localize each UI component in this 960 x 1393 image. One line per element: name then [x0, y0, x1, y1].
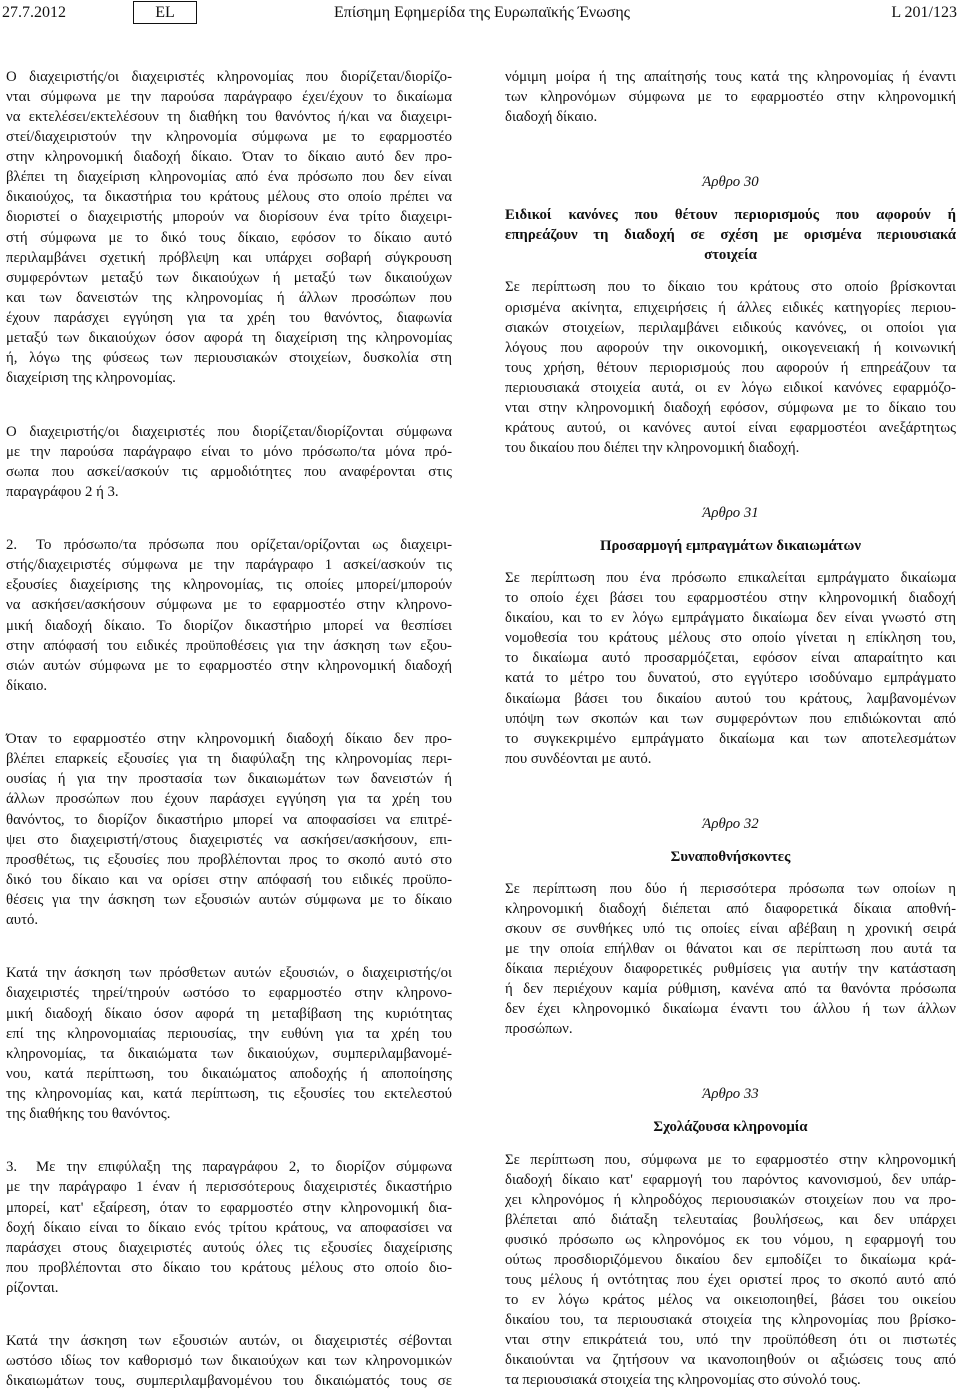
text-line: στην απόφασή του ειδικές προϋποθέσεις για την άσκηση των εξου-	[6, 637, 452, 654]
text-line: φυσικό πρόσωπο ως κληρονόμος εκ του νόμου, η εφαρμογή του	[505, 1231, 956, 1248]
text-line: της διαθήκης του θανόντος.	[6, 1105, 171, 1122]
text-line: δίκαια περιέχουν διαφορετικές ρυθμίσεις για αυτήν την κατάσταση	[505, 961, 956, 978]
numbered-paragraph	[6, 1157, 452, 1297]
text-line: σωπα που ασκεί/ασκούν τις αρμοδιότητες που αναφέρονται στις	[6, 463, 452, 480]
text-line: παράσχει στους διαχειριστές αυτούς όλες τις εξουσίες διαχείρισης	[6, 1239, 452, 1256]
text-line: που συνδέονται με αυτό.	[505, 750, 652, 767]
language-badge: EL	[133, 1, 197, 24]
article-block	[505, 1084, 956, 1137]
text-line: μπορεί, κατ' εξαίρεση, όταν το εφαρμοστέο στην κληρονομική δια-	[6, 1199, 452, 1216]
text-line: του δικαίου που διέπει την κληρονομική διαδοχή.	[505, 439, 800, 456]
text-line: Όταν το εφαρμοστέο στην κληρονομική διαδοχή δίκαιο δεν προ-	[6, 731, 452, 748]
text-line: αυτό.	[6, 911, 39, 928]
text-line: νομοθεσία του κράτους μέλους στο οποίο γίνεται η επίκληση του,	[505, 630, 956, 647]
paragraph	[6, 729, 452, 930]
text-line: δικαίωμα βάσει του δικαίου αυτού του κράτους, λαμβανομένων	[505, 690, 956, 707]
text-line: της κληρονομίας και, κατά περίπτωση, τις εξουσίες του εκτελεστού	[6, 1085, 452, 1102]
article-block	[505, 814, 956, 867]
article-title-line: στοιχεία	[704, 247, 757, 264]
text-line: το οποίο έχει βάσει του εφαρμοστέου στην κληρονομική διαδοχή	[505, 590, 956, 607]
text-line: Ο διαχειριστής/οι διαχειριστές που διορίζεται/διορίζονται σύμφωνα	[6, 423, 452, 440]
text-line: ή, λόγω της φύσεως των περιουσιακών στοιχείων, δυσκολία στη	[6, 349, 452, 366]
text-line: να ασκήσει/ασκήσουν σύμφωνα με το εφαρμοστέο στην κληρονο-	[6, 597, 452, 614]
text-line: παραγράφου 2 ή 3.	[6, 483, 119, 500]
article-title-line: Συναποθνήσκοντες	[670, 848, 791, 865]
text-line: μική διαδοχή δίκαιο. Το διορίζον δικαστήριο μπορεί να θεσπίσει	[6, 617, 452, 634]
article-number: Άρθρο 32	[702, 815, 759, 832]
article-block	[505, 172, 956, 265]
text-line: στεί/διαχειριστούν την κληρονομία σύμφωνα με το εφαρμοστέο	[6, 129, 452, 146]
text-line-content: Με την επιφύλαξη της παραγράφου 2, το διορίζον σύμφωνα	[36, 1159, 452, 1176]
text-line: μική διαδοχή δίκαιο όσον αφορά τη μεταβίβαση της κυριότητας	[6, 1005, 452, 1022]
text-line: σκουν σε συνθήκες υπό τις οποίες είναι αβέβαιη η χρονική σειρά	[505, 921, 956, 937]
paragraph	[6, 1331, 452, 1391]
text-line: κατά το μέτρο του δυνατού, στο εγγύτερο ισοδύναμο εμπράγματο	[505, 670, 956, 687]
text-line: ψει στο διαχειριστή/στους διαχειριστές να ασκήσει/ασκήσουν, επι-	[6, 831, 452, 848]
paragraph	[505, 879, 956, 1040]
text-line: διοριστεί ο διαχειριστής μπορούν να διορίσουν ένα τρίτο διαχειρι-	[6, 209, 452, 226]
text-line: επί της κληρονομιαίας περιουσίας, την ευθύνη για τα χρέη του	[6, 1025, 452, 1042]
text-line: ωστόσο ιδίως τον καθορισμό των δικαιούχων και των κληρονομικών	[6, 1353, 452, 1370]
text-line: που προβλέπονται στο δίκαιο του κράτους μέλους στο οποίο διο-	[6, 1259, 452, 1276]
text-line: μεταξύ των δικαιούχων όσον αφορά τη διαχείριση της κληρονομίας	[6, 329, 452, 346]
text-line: νται στην κληρονομική διαδοχή εφόσον, σύμφωνα με το δίκαιο του	[505, 399, 956, 416]
text-line: ή δεν περιέχουν καμία ρύθμιση, κανένα από τα θανόντα πρόσωπα	[505, 981, 956, 998]
article-title	[505, 205, 956, 265]
text-line: ρίζονται.	[6, 1279, 59, 1296]
text-line: άλλων προσώπων που έχουν παράσχει εγγύηση για τα χρέη του	[6, 791, 452, 808]
paragraph	[505, 568, 956, 769]
text-line: σιών αυτών σύμφωνα με το εφαρμοστέο στην κληρονομική διαδοχή	[6, 657, 452, 674]
right-column	[505, 67, 956, 1390]
text-line: βλέπει τη διαχείριση κληρονομίας από ένα πρόσωπο που δεν είναι	[6, 169, 452, 186]
text-line: βλέπεται από διάταξη τελευταίας βουλήσεως, και δεν υπάρχει	[505, 1211, 956, 1228]
text-line: υπόψη των σκοπών και των συμφερόντων που επιδιώκονται από	[505, 710, 956, 727]
text-line: διαχείριση της κληρονομίας.	[6, 369, 176, 386]
text-line: νται στην επικράτειά του, υπό την προϋπόθεση ότι οι πιστωτές	[505, 1332, 956, 1349]
left-column	[6, 67, 452, 1392]
text-line: περιλαμβάνει σχετική πρόβλεψη και υπάρχει σοβαρή σύγκρουση	[6, 249, 452, 266]
text-line: δεν έχει κληρονομικό δικαίωμα έναντι του άλλου ή των άλλων	[505, 1001, 956, 1018]
text-line: προσθέτως, τις εξουσίες που προβλέπονται προς το σκοπό αυτό στο	[6, 851, 452, 868]
paragraph	[6, 422, 452, 502]
text-line: στην κληρονομική διαδοχή δίκαιο. Όταν το δίκαιο αυτό δεν προ-	[6, 149, 452, 166]
text-line: ουσίας ή για την προστασία των δικαιωμάτων των δανειστών ή	[6, 771, 452, 788]
text-line: δικαίου του, τα περιουσιακά στοιχεία της κληρονομίας που βρίσκο-	[505, 1312, 956, 1328]
text-line: διαδοχή δίκαιο κατ' εφαρμογή του παρόντος κανονισμού, δεν υπάρ-	[505, 1171, 956, 1188]
text-line: προσώπων.	[505, 1021, 573, 1038]
page-reference: L 201/123	[891, 4, 957, 21]
text-line: των κληρονόμων σύμφωνα με το εφαρμοστέο στην κληρονομική	[505, 89, 956, 106]
paragraph	[505, 1150, 956, 1391]
text-line: Ο διαχειριστής/οι διαχειριστές κληρονομίας που διορίζεται/διορίζο-	[6, 69, 452, 85]
paragraph	[6, 67, 452, 388]
text-line: Κατά την άσκηση των εξουσιών αυτών, οι διαχειριστές σέβονται	[6, 1333, 452, 1350]
text-line: δικαιούνται να ζητήσουν να ικανοποιηθούν οι αξιώσεις τους από	[505, 1352, 956, 1369]
text-line: βλέπει επαρκείς εξουσίες για τη διαφύλαξη της κληρονομίας περι-	[6, 751, 452, 768]
text-line: δοχή δίκαιο είναι το δίκαιο ενός τρίτου κράτους, να αποφασίσει να	[6, 1219, 452, 1236]
article-title-line: Ειδικοί κανόνες που θέτουν περιορισμούς που αφορούν ή	[505, 207, 956, 224]
article-title-line: Προσαρμογή εμπραγμάτων δικαιωμάτων	[600, 538, 861, 555]
paragraph-number: 3.	[6, 1159, 18, 1176]
article-title	[505, 847, 956, 867]
text-line	[6, 535, 452, 555]
text-line: χει κληρονόμος ή κληροδόχος περιουσιακών στοιχείων που να προ-	[505, 1191, 956, 1208]
article-title-line: Σχολάζουσα κληρονομία	[653, 1119, 808, 1136]
text-line: και των δανειστών της κληρονομίας ή άλλων προσώπων που	[6, 289, 452, 306]
article-number: Άρθρο 31	[702, 505, 759, 521]
article-number: Άρθρο 33	[702, 1086, 759, 1103]
article-title	[505, 1117, 956, 1137]
text-line: δικό του δίκαιο και να ορίσει στην απόφασή του ειδικές προϋπο-	[6, 871, 452, 888]
text-line: τους μέλους ή οντότητας που έχει οριστεί προς το σκοπό αυτό από	[505, 1271, 956, 1288]
text-line: τους χρήση, θέτουν περιορισμούς που αφορούν ή επηρεάζουν τα	[505, 359, 956, 376]
text-line: διαδοχή δίκαιο.	[505, 109, 598, 126]
numbered-paragraph	[6, 535, 452, 696]
text-line: διαχειριστές τηρεί/τηρούν ωστόσο το εφαρμοστέο στην κληρονο-	[6, 985, 452, 1002]
text-line: κληρονομίας, τα δικαιώματα των δικαιούχων, συμπεριλαμβανομέ-	[6, 1045, 452, 1062]
journal-title: Επίσημη Εφημερίδα της Ευρωπαϊκής Ένωσης	[333, 4, 631, 21]
text-line: στή σύμφωνα με το δικό τους δίκαιο, εφόσον το δίκαιο αυτό	[6, 229, 452, 246]
text-line: Κατά την άσκηση των πρόσθετων αυτών εξουσιών, ο διαχειριστής/οι	[6, 965, 452, 982]
article-number: Άρθρο 30	[702, 174, 759, 191]
text-line: να εκτελέσει/εκτελέσουν τη διαθήκη του θανόντος ή/και να διαχειρι-	[6, 109, 452, 126]
text-line: με την παρούσα παράγραφο είναι το μόνο πρόσωπο/τα μόνα πρό-	[6, 443, 452, 460]
text-line: νου, κατά περίπτωση, του δικαιώματος αποδοχής ή αποποίησης	[6, 1065, 452, 1082]
text-line: Σε περίπτωση που, σύμφωνα με το εφαρμοστέο στην κληρονομική	[505, 1151, 956, 1168]
text-line	[6, 1157, 452, 1177]
text-line-content: Το πρόσωπο/τα πρόσωπα που ορίζεται/ορίζονται ως διαχειρι-	[36, 537, 452, 554]
text-line: δίκαιο.	[6, 677, 48, 694]
text-line: το συγκεκριμένο εμπράγματο δικαίωμα και των αποτελεσμάτων	[505, 730, 956, 747]
text-line: εξουσίες διαχείρισης της κληρονομίας, τις οποίες μπορεί/μπορούν	[6, 577, 452, 594]
text-line: κράτους αυτού, οι κανόνες αυτοί είναι εφαρμοστέοι ανεξάρτητως	[505, 419, 956, 436]
text-line: το δικαίωμα αυτό προσαρμόζεται, εφόσον είναι απαραίτητο και	[505, 650, 956, 667]
text-line: συμφερόντων μεταξύ των δικαιούχων ή μεταξύ των δικαιούχων	[6, 269, 452, 286]
text-line: θανόντος, το διορίζον δικαστήριο μπορεί να αποφασίσει να επιτρέ-	[6, 811, 452, 828]
text-line: Σε περίπτωση που δύο ή περισσότερα πρόσωπα των οποίων η	[505, 880, 956, 897]
text-line: κληρονομική διαδοχή διέπεται από διαφορετικά δίκαια αποθνή-	[505, 900, 956, 917]
text-line: νόμιμη μοίρα ή της απαίτησής τους κατά της κληρονομίας ή έναντι	[505, 69, 956, 85]
text-line: έχουν παράσχει εγγύηση για τα χρέη του θανόντος, διαφωνία	[6, 309, 452, 326]
text-line: με την παράγραφο 1 έναν ή περισσότερους διαχειριστές δικαστήριο	[6, 1179, 452, 1196]
text-line: δικαίου, και το εν λόγω εμπράγματο δικαίωμα δεν είναι γνωστό στη	[505, 610, 956, 627]
page-header	[0, 0, 960, 26]
article-title	[505, 536, 956, 556]
text-line: Σε περίπτωση που ένα πρόσωπο επικαλείται εμπράγματο δικαίωμα	[505, 570, 956, 587]
text-line: δικαιωμάτων τους, συμπεριλαμβανομένου του δικαιώματός τους σε	[6, 1373, 452, 1390]
paragraph	[6, 963, 452, 1124]
text-line: με την οποία επήλθαν οι θάνατοι και σε περίπτωση που αυτά τα	[505, 941, 956, 958]
text-line: νται σύμφωνα με την παρούσα παράγραφο έχει/έχουν το δικαίωμα	[6, 89, 452, 106]
text-line: το εν λόγω κράτος μέλος να οικειοποιηθεί, βάσει του οικείου	[505, 1291, 956, 1308]
text-line: στής/διαχειριστές σύμφωνα με την παράγραφο 1 ασκεί/ασκούν τις	[6, 557, 452, 574]
text-line: σιακών στοιχείων, περιλαμβάνει ειδικούς κανόνες, οι οποίοι για	[505, 319, 956, 336]
text-line: δικαιούχος, τα δικαστήρια του κράτους μέλους στο οποίο πρέπει να	[6, 189, 452, 206]
text-line: ορισμένα ακίνητα, επιχειρήσεις ή άλλες ειδικές κατηγορίες περιου-	[505, 299, 956, 316]
text-line: περιουσιακά στοιχεία αυτά, οι εν λόγω ειδικοί κανόνες εφαρμόζο-	[505, 379, 956, 396]
paragraph	[505, 277, 956, 458]
article-title-line: επηρεάζουν τη διαδοχή σε σχέση με ορισμένα περιουσιακά	[505, 227, 956, 244]
text-line: τα περιουσιακά στοιχεία της κληρονομίας στο σύνολό τους.	[505, 1372, 861, 1389]
text-line: Σε περίπτωση που το δίκαιο του κράτους στο οποίο βρίσκονται	[505, 279, 956, 296]
article-block	[505, 503, 956, 556]
text-line: ούτως προσδιοριζόμενου δικαίου δεν εμποδίζει το δικαίωμα κρά-	[505, 1251, 956, 1268]
text-line: θέσεις για την άσκηση των εξουσιών αυτών σύμφωνα με το δίκαιο	[6, 891, 452, 908]
publication-date: 27.7.2012	[2, 4, 66, 21]
text-line: λόγους που αφορούν την οικονομική, οικογενειακή ή κοινωνική	[505, 339, 956, 356]
paragraph	[505, 67, 956, 127]
paragraph-number: 2.	[6, 537, 18, 554]
